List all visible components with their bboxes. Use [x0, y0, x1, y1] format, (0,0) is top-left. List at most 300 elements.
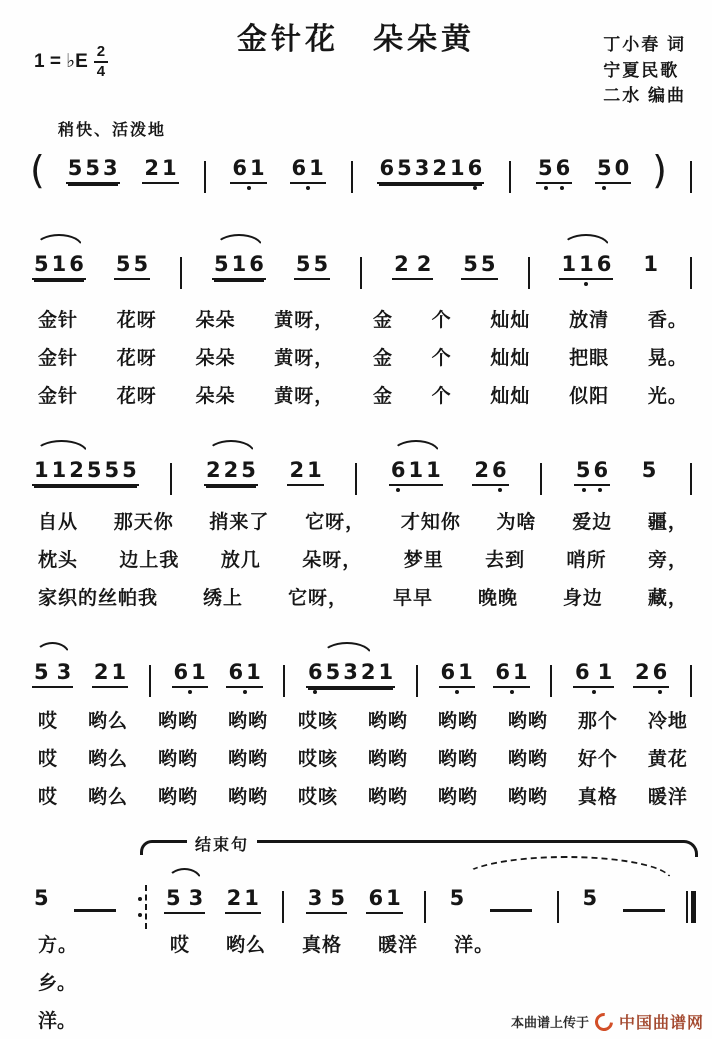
lyric-word: 哟么: [87, 749, 128, 770]
lyric-word: 洋。: [454, 935, 495, 956]
low-dots-row: [308, 690, 393, 694]
note: [57, 662, 72, 683]
note-group: [574, 451, 610, 486]
lyric-word: 金: [372, 348, 393, 369]
held-note-dash: [490, 909, 532, 912]
note-row: [230, 149, 266, 184]
barline: [550, 665, 552, 697]
note: [450, 888, 465, 909]
time-signature: [94, 44, 108, 80]
time-signature-numerator: 2: [96, 43, 106, 60]
note-group: [294, 245, 330, 280]
lyrics-line: [38, 583, 688, 610]
note-row: [389, 451, 443, 486]
note-digit: 1: [378, 660, 394, 684]
note-group: [559, 245, 613, 280]
note: [450, 158, 465, 179]
note-row: [472, 451, 508, 486]
note-group: [392, 245, 433, 280]
note: [330, 888, 345, 909]
lyric-word: 放清: [569, 310, 610, 331]
lyric-word: 绣上: [202, 588, 243, 609]
lyric-word: 哎咳: [297, 711, 338, 732]
note: [368, 885, 383, 909]
note-row: [448, 879, 467, 909]
barline: [690, 463, 692, 495]
note: [615, 155, 630, 179]
note-digit: 6: [228, 660, 244, 684]
note: [289, 460, 304, 481]
note: [85, 158, 100, 179]
note-group: [306, 653, 395, 688]
lyric-word: 黄呀，: [274, 386, 335, 407]
note: [394, 254, 409, 275]
lyric-word: 晃。: [647, 348, 688, 369]
barline: [351, 161, 353, 193]
octave-dot: [247, 186, 251, 190]
barline: [149, 665, 151, 697]
note: [292, 155, 307, 179]
note-digit: 1: [309, 156, 324, 180]
note: [468, 158, 483, 179]
note: [343, 662, 358, 683]
note-digit: 6: [308, 660, 323, 684]
lyric-word: 捎来了: [209, 512, 270, 533]
note-row: [392, 245, 433, 280]
note-digit: 5: [330, 886, 345, 910]
note: [68, 158, 83, 179]
lyric-word: 哟么: [87, 711, 128, 732]
low-dots-row: [391, 488, 441, 492]
lyric-word: 为啥: [496, 512, 537, 533]
lyric-word: 灿灿: [490, 348, 531, 369]
lyrics-line: [38, 343, 688, 370]
note-group: [640, 451, 659, 481]
barline: [170, 463, 172, 495]
lyric-word: 花呀: [116, 386, 157, 407]
note: [576, 460, 591, 481]
note: [361, 662, 376, 683]
note: [94, 662, 109, 683]
note: [133, 254, 148, 275]
note-digit: 5: [480, 252, 496, 276]
note-digit: 2: [205, 458, 221, 482]
lyric-word: 朵呀，: [302, 550, 363, 571]
octave-dot: [544, 186, 548, 190]
note-group: [595, 149, 631, 184]
note-digit: 6: [467, 156, 483, 180]
note-group: [142, 149, 178, 184]
lyric-word: 朵朵: [195, 310, 236, 331]
note-group: [32, 653, 73, 688]
note: [249, 251, 264, 275]
note-digit: 2: [93, 660, 109, 684]
low-dots-row: [575, 690, 612, 694]
note-digit: 6: [390, 458, 406, 482]
note-group: [306, 879, 347, 914]
octave-dot: [510, 690, 514, 694]
note: [481, 254, 496, 275]
note-row: [114, 245, 150, 280]
lyric-word: 哟哟: [157, 787, 198, 808]
lyric-word: 放几: [220, 550, 261, 571]
lyric-word: 疆，: [647, 512, 688, 533]
music-line-refrain: [30, 640, 696, 705]
note-group: [204, 451, 258, 486]
note: [250, 155, 265, 179]
barline: [360, 257, 362, 289]
note-digit: 3: [307, 886, 323, 910]
note-digit: 2: [144, 156, 160, 180]
note: [228, 659, 243, 683]
note-digit: 5: [34, 886, 49, 910]
note: [69, 251, 84, 275]
octave-dot: [243, 690, 247, 694]
barline: [355, 463, 357, 495]
note-row: [294, 245, 330, 280]
note-digit: 2: [432, 156, 447, 180]
note: [308, 662, 323, 683]
octave-dot: [598, 488, 602, 492]
note-digit: 5: [397, 156, 412, 180]
note-digit: 1: [162, 156, 177, 180]
barline: [283, 665, 285, 697]
note: [52, 251, 67, 275]
time-signature-denominator: 4: [96, 62, 106, 80]
note-group: [32, 245, 86, 280]
note: [463, 254, 478, 275]
lyric-word: 金针: [38, 386, 79, 407]
note: [409, 460, 424, 481]
lyric-word: 金: [372, 386, 393, 407]
note-row: [66, 149, 120, 184]
barline: [690, 161, 692, 193]
thin-bar: [686, 891, 688, 923]
watermark-footer: [511, 1010, 704, 1033]
held-note-dash: [623, 909, 665, 912]
barline: [690, 665, 692, 697]
note: [458, 662, 473, 683]
note-group: [573, 653, 614, 688]
lyric-word: 真格: [577, 787, 618, 808]
low-dots-row: [441, 690, 473, 694]
note-group: [536, 149, 572, 184]
note: [643, 254, 658, 275]
final-barline: [686, 891, 696, 923]
note: [191, 659, 206, 683]
note-digit: 5: [104, 458, 120, 482]
lyric-word: 哟哟: [507, 711, 548, 732]
low-dots-row: [597, 186, 629, 190]
slur-arc: [167, 868, 202, 881]
note: [162, 158, 177, 179]
note-digit: 1: [643, 252, 658, 276]
slur-arc: [35, 440, 88, 453]
note-digit: 5: [449, 886, 465, 910]
note-digit: 6: [575, 660, 590, 684]
ending-phrase-bracket: [140, 838, 698, 857]
note-row: [640, 451, 659, 481]
intro-parenthesis: (: [30, 148, 45, 192]
note-digit: 1: [51, 252, 67, 276]
note: [474, 460, 489, 481]
note-digit: 1: [386, 886, 401, 910]
lyric-word: 暖洋: [647, 787, 688, 808]
dashed-section-barline: [138, 885, 147, 929]
lyric-word: 身边: [562, 588, 603, 609]
site-name: 中国曲谱网: [618, 1015, 704, 1032]
lyricist-credit: 丁小春 词: [603, 35, 686, 54]
note: [122, 460, 137, 481]
low-dots-row: [174, 690, 206, 694]
note-group: [287, 451, 323, 486]
lyric-word: 边上我: [119, 550, 180, 571]
note: [34, 460, 49, 481]
lyric-word: 灿灿: [490, 310, 531, 331]
song-title: 金针花 朵朵黄: [237, 23, 475, 56]
note-digit: 1: [191, 660, 206, 684]
lyric-word: 哟哟: [367, 749, 408, 770]
note-digit: 5: [463, 252, 478, 276]
note-group: [114, 245, 150, 280]
source-credit: 宁夏民歌: [603, 60, 680, 80]
note-digit: 2: [226, 886, 242, 910]
note-digit: 1: [458, 660, 473, 684]
lyric-word: 早早: [392, 588, 433, 609]
note: [513, 662, 528, 683]
note-digit: 1: [408, 458, 424, 482]
note-group: [172, 653, 208, 688]
ending-bracket-lead-line: [140, 840, 187, 855]
lyric-word: 金针: [38, 348, 79, 369]
barline: [557, 891, 559, 923]
low-dots-row: [474, 488, 506, 492]
lyric-word: 哟哟: [227, 749, 268, 770]
lyric-word: 哎: [38, 749, 59, 770]
note-group: [366, 879, 402, 914]
note: [314, 254, 329, 275]
low-dots-row: [292, 186, 324, 190]
note: [105, 460, 120, 481]
octave-dot: [306, 186, 310, 190]
note-row: [559, 245, 613, 280]
note-group: [493, 653, 529, 688]
note-digit: 6: [232, 156, 248, 180]
credits-block: [603, 32, 686, 109]
note: [34, 251, 49, 275]
note-digit: 6: [555, 156, 571, 180]
note-row: [581, 879, 600, 909]
lyric-word: 家织的丝帕我: [38, 588, 159, 609]
note-group: [448, 879, 467, 909]
note: [307, 460, 322, 481]
arranger-credit: 二水 编曲: [603, 86, 686, 105]
note: [635, 662, 650, 683]
note-group: [32, 879, 51, 909]
lyric-word: 它呀，: [287, 588, 348, 609]
lyric-word: 金: [372, 310, 393, 331]
note: [597, 254, 612, 275]
note-digit: 5: [582, 886, 598, 910]
note: [495, 662, 510, 683]
note: [492, 460, 507, 481]
note-digit: 2: [223, 458, 239, 482]
note: [653, 662, 668, 683]
note-digit: 1: [231, 252, 247, 276]
barline: [282, 891, 284, 923]
octave-dot: [584, 282, 588, 286]
note: [246, 659, 261, 683]
note-group: [164, 879, 205, 914]
note-digit: 3: [56, 660, 72, 684]
lyrics-line: [38, 706, 688, 733]
music-line-verse-2: [30, 438, 696, 503]
note: [52, 460, 67, 481]
lyric-word: 那个: [577, 711, 618, 732]
lyric-word: 朵朵: [195, 348, 236, 369]
note-group: [230, 149, 266, 184]
note-digit: 1: [579, 252, 594, 276]
low-dots-row: [576, 488, 608, 492]
octave-dot: [582, 488, 586, 492]
note-digit: 1: [513, 660, 528, 684]
note: [214, 251, 229, 275]
note-row: [287, 451, 323, 486]
note-digit: 5: [537, 156, 553, 180]
note-digit: 2: [69, 458, 84, 482]
barline: [204, 161, 206, 193]
note-row: [204, 451, 258, 486]
octave-dot: [658, 690, 662, 694]
carry-syllable: 方。: [38, 935, 79, 956]
note-row: [225, 879, 261, 914]
lyric-word: 哎咳: [297, 787, 338, 808]
lyric-word: 哨所: [566, 550, 607, 571]
lyrics-line: [38, 744, 688, 771]
dashbar-dots: [138, 897, 142, 917]
lyric-word: 哎: [38, 711, 59, 732]
dashed-line: [145, 885, 147, 929]
slur-arc: [392, 440, 440, 453]
octave-dot: [396, 488, 400, 492]
lyric-word: 哟么: [226, 935, 267, 956]
lyric-word: 好个: [577, 749, 618, 770]
note-row: [212, 245, 266, 280]
note-digit: 1: [250, 156, 265, 180]
note-group: [439, 653, 475, 688]
note-digit: 3: [102, 156, 118, 180]
note: [441, 662, 456, 683]
ending-bracket-tail-line: [257, 840, 698, 857]
note: [386, 885, 401, 909]
note: [309, 155, 324, 179]
note-digit: 0: [614, 156, 630, 180]
lyric-word: 暖洋: [378, 935, 419, 956]
lyric-word: 花呀: [116, 310, 157, 331]
note: [232, 251, 247, 275]
note: [432, 158, 447, 179]
octave-dot: [138, 897, 142, 901]
barline: [509, 161, 511, 193]
note-digit: 5: [165, 886, 181, 910]
key-signature-text: 1 = ♭E: [34, 51, 88, 73]
note: [308, 888, 323, 909]
slur-arc: [35, 642, 70, 655]
note-digit: 6: [652, 660, 668, 684]
note: [69, 460, 84, 481]
note-group: [290, 149, 326, 184]
low-dots-row: [232, 186, 264, 190]
note: [426, 460, 441, 481]
note-row: [595, 149, 631, 184]
note-digit: 3: [188, 886, 204, 910]
note-digit: 1: [246, 660, 261, 684]
note-digit: 5: [86, 458, 102, 482]
lyric-word: 个: [431, 386, 452, 407]
note-digit: 6: [596, 252, 612, 276]
lyric-word: 光。: [647, 386, 688, 407]
note: [598, 662, 613, 683]
note-row: [172, 653, 208, 688]
lyric-word: 哟哟: [157, 711, 198, 732]
note-digit: 5: [85, 156, 100, 180]
note-digit: 2: [634, 660, 650, 684]
lyric-word: 哎: [38, 787, 59, 808]
lyric-word: 哟哟: [507, 787, 548, 808]
note-digit: 5: [641, 458, 657, 482]
note-digit: 3: [414, 156, 430, 180]
note-digit: 5: [313, 252, 329, 276]
note-digit: 6: [69, 252, 84, 276]
note-digit: 1: [34, 458, 49, 482]
note-row: [226, 653, 262, 688]
note-row: [439, 653, 475, 688]
note-row: [461, 245, 497, 280]
note-digit: 6: [440, 660, 456, 684]
held-note-dash: [74, 909, 116, 912]
lyric-word: 爱边: [572, 512, 613, 533]
note: [583, 888, 598, 909]
octave-dot: [188, 690, 192, 694]
lyrics-line: [38, 545, 688, 572]
note: [87, 460, 102, 481]
note-group: [32, 451, 139, 486]
lyric-word: 朵朵: [195, 386, 236, 407]
carry-syllable: 洋。: [38, 1011, 77, 1032]
note: [244, 888, 259, 909]
note-group: [92, 653, 128, 688]
note: [379, 662, 394, 683]
note: [642, 460, 657, 481]
note-group: [641, 245, 660, 275]
thick-bar: [691, 891, 696, 923]
lyric-word: 黄呀，: [274, 310, 335, 331]
note: [379, 158, 394, 179]
lyrics-line: [38, 381, 688, 408]
lyric-word: 黄呀，: [274, 348, 335, 369]
note-digit: 2: [360, 660, 376, 684]
key-signature: [34, 44, 108, 80]
barline: [540, 463, 542, 495]
note-digit: 5: [133, 252, 149, 276]
note-row: [32, 879, 51, 909]
note-digit: 3: [343, 660, 358, 684]
lyrics-line: [38, 305, 688, 332]
barline: [690, 257, 692, 289]
note-group: [225, 879, 261, 914]
note-digit: 6: [368, 886, 384, 910]
lyric-word: 把眼: [569, 348, 610, 369]
